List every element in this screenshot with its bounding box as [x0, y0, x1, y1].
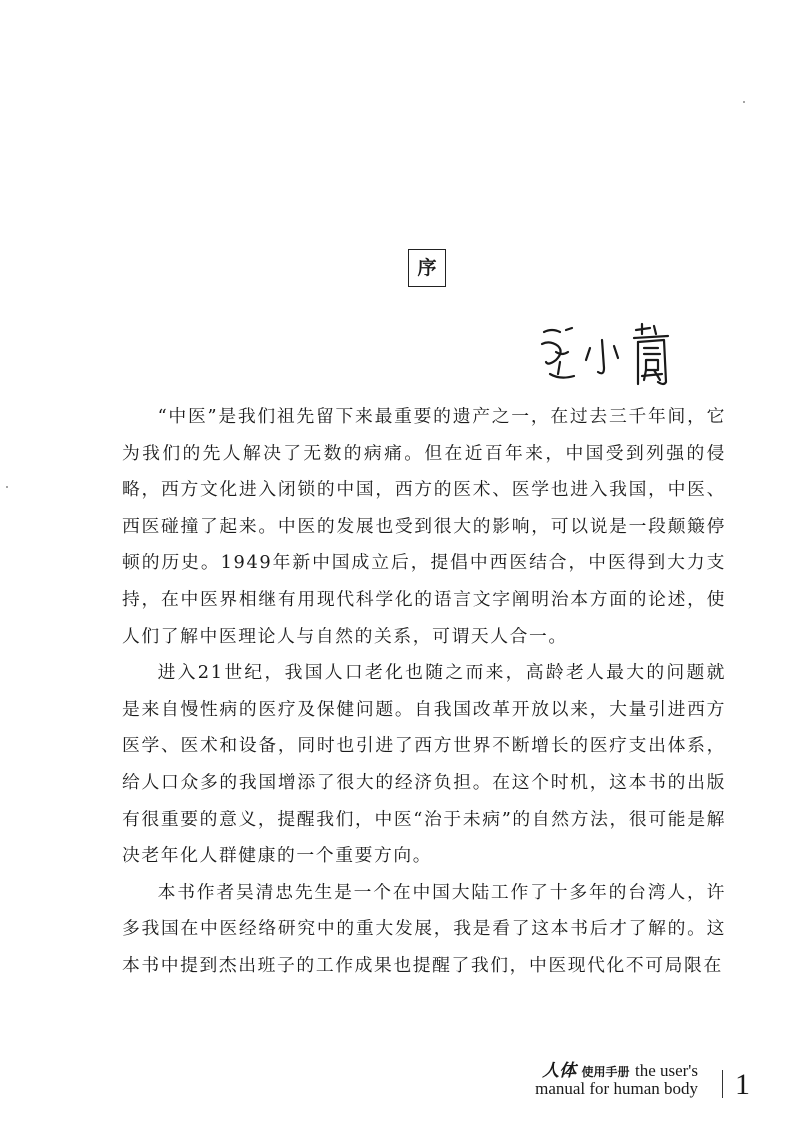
paragraph-3: 本书作者吴清忠先生是一个在中国大陆工作了十多年的台湾人，许多我国在中医经络研究中的重大发展，我是看了这本书后才了解的。这本书中提到杰出班子的工作成果也提醒了我们，中医现代化不可局限在 [122, 881, 726, 976]
scan-speck [6, 486, 8, 488]
footer-divider [722, 1070, 723, 1098]
preface-body [122, 399, 726, 985]
running-footer [535, 1062, 698, 1097]
author-signature [538, 322, 688, 388]
footer-title-en-part1: the user's [634, 1061, 698, 1080]
section-title-text: 序 [417, 256, 437, 279]
footer-subtitle-zh: 使用手册 [581, 1065, 630, 1079]
paragraph-1: “中医”是我们祖先留下来最重要的遗产之一，在过去三千年间，它为我们的先人解决了无数的病痛。但在近百年来，中国受到列强的侵略，西方文化进入闭锁的中国，西方的医术、医学也进入我国，中医、西医碰撞了起来。中医的发展也受到很大的影响，可以说是一段颠簸停顿的历史。1949年新中国成立后，提倡中西医结合，中医得到大力支持，在中医界相继有用现代科学化的语言文字阐明治本方面的论述，使人们了解中医理论人与自然的关系，可谓天人合一。 [122, 406, 726, 647]
footer-title-line [535, 1062, 698, 1080]
page-number: 1 [735, 1068, 750, 1101]
paragraph-2: 进入21世纪，我国人口老化也随之而来，高龄老人最大的问题就是来自慢性病的医疗及保健问题。自我国改革开放以来，大量引进西方医学、医术和设备，同时也引进了西方世界不断增长的医疗支出体系，给人口众多的我国增添了很大的经济负担。在这个时机，这本书的出版有很重要的意义，提醒我们，中医“治于未病”的自然方法，很可能是解决老年化人群健康的一个重要方向。 [122, 662, 726, 867]
scan-speck [743, 101, 745, 103]
footer-title-en-part2: manual for human body [535, 1079, 698, 1098]
footer-book-title-zh: 人体 [542, 1061, 577, 1081]
section-title [408, 249, 446, 287]
